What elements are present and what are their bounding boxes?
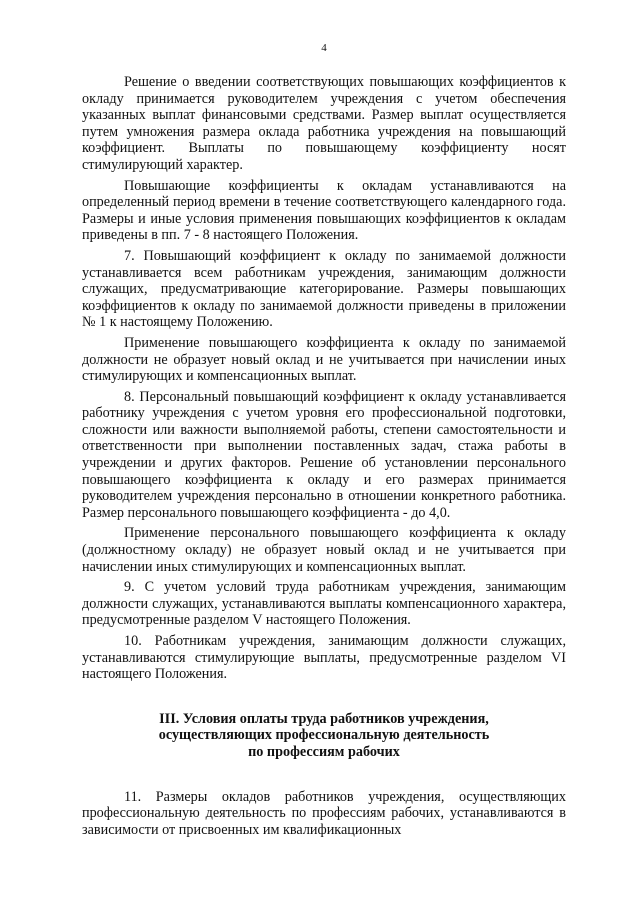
paragraph-item-10: 10. Работникам учреждения, занимающим должности служащих, устанавливаются стимулирующие выплаты, предусмотренные разделом VI настоящего Положения. [82, 633, 566, 683]
section-heading-line: III. Условия оплаты труда работников учреждения, [159, 710, 489, 727]
page-number: 4 [321, 42, 327, 54]
section-heading [82, 711, 566, 761]
paragraph-item-7-application: Применение повышающего коэффициента к окладу по занимаемой должности не образует новый оклад и не учитывается при начислении иных стимулирующих и компенсационных выплат. [82, 334, 566, 385]
paragraph-coefficient-decision: Решение о введении соответствующих повышающих коэффициентов к окладу принимается руководителем учреждения с учетом обеспечения указанных выплат финансовыми средствами. Размер выплат осуществляется путем умножения размера оклада работника учреждения на повышающий коэффициент. Выплаты по повышающему коэффициенту носят стимулирующий характер. [82, 74, 566, 173]
section-heading-line: по профессиям рабочих [248, 743, 400, 760]
paragraph-item-8-application: Применение персонального повышающего коэффициента к окладу (должностному окладу) не образует новый оклад и не учитывается при начислении иных стимулирующих и компенсационных выплат. [82, 525, 566, 575]
paragraph-item-11: 11. Размеры окладов работников учреждения, осуществляющих профессиональную деятельность по профессиям рабочих, устанавливаются в зависимости от присвоенных им квалификационных [82, 788, 566, 838]
paragraph-item-7: 7. Повышающий коэффициент к окладу по занимаемой должности устанавливается всем работникам учреждения, занимающим должности служащих, предусматривающие категорирование. Размеры повышающих коэффициентов к окладу по занимаемой должности приведены в приложении № 1 к настоящему Положению. [82, 247, 566, 331]
section-heading-line: осуществляющих профессиональную деятельность [158, 727, 490, 744]
paragraph-coefficient-period: Повышающие коэффициенты к окладам устанавливаются на определенный период времени в течение соответствующего календарного года. Размеры и иные условия применения повышающих коэффициентов к окладам приведены в пп. 7 - 8 настоящего Положения. [82, 177, 566, 244]
paragraph-item-9: 9. С учетом условий труда работникам учреждения, занимающим должности служащих, устанавливаются выплаты компенсационного характера, предусмотренные разделом V настоящего Положения. [82, 579, 566, 629]
paragraph-item-8: 8. Персональный повышающий коэффициент к окладу устанавливается работнику учреждения с учетом уровня его профессиональной подготовки, сложности или важности выполняемой работы, степени самостоятельности и ответственности при выполнении поставленных задач, стажа работы в учреждении и других факторов. Решение об установлении персонального повышающего коэффициента к окладу и его размерах принимается руководителем учреждения персонально в отношении конкретного работника. Размер персонального повышающего коэффициента - до 4,0. [82, 388, 566, 521]
